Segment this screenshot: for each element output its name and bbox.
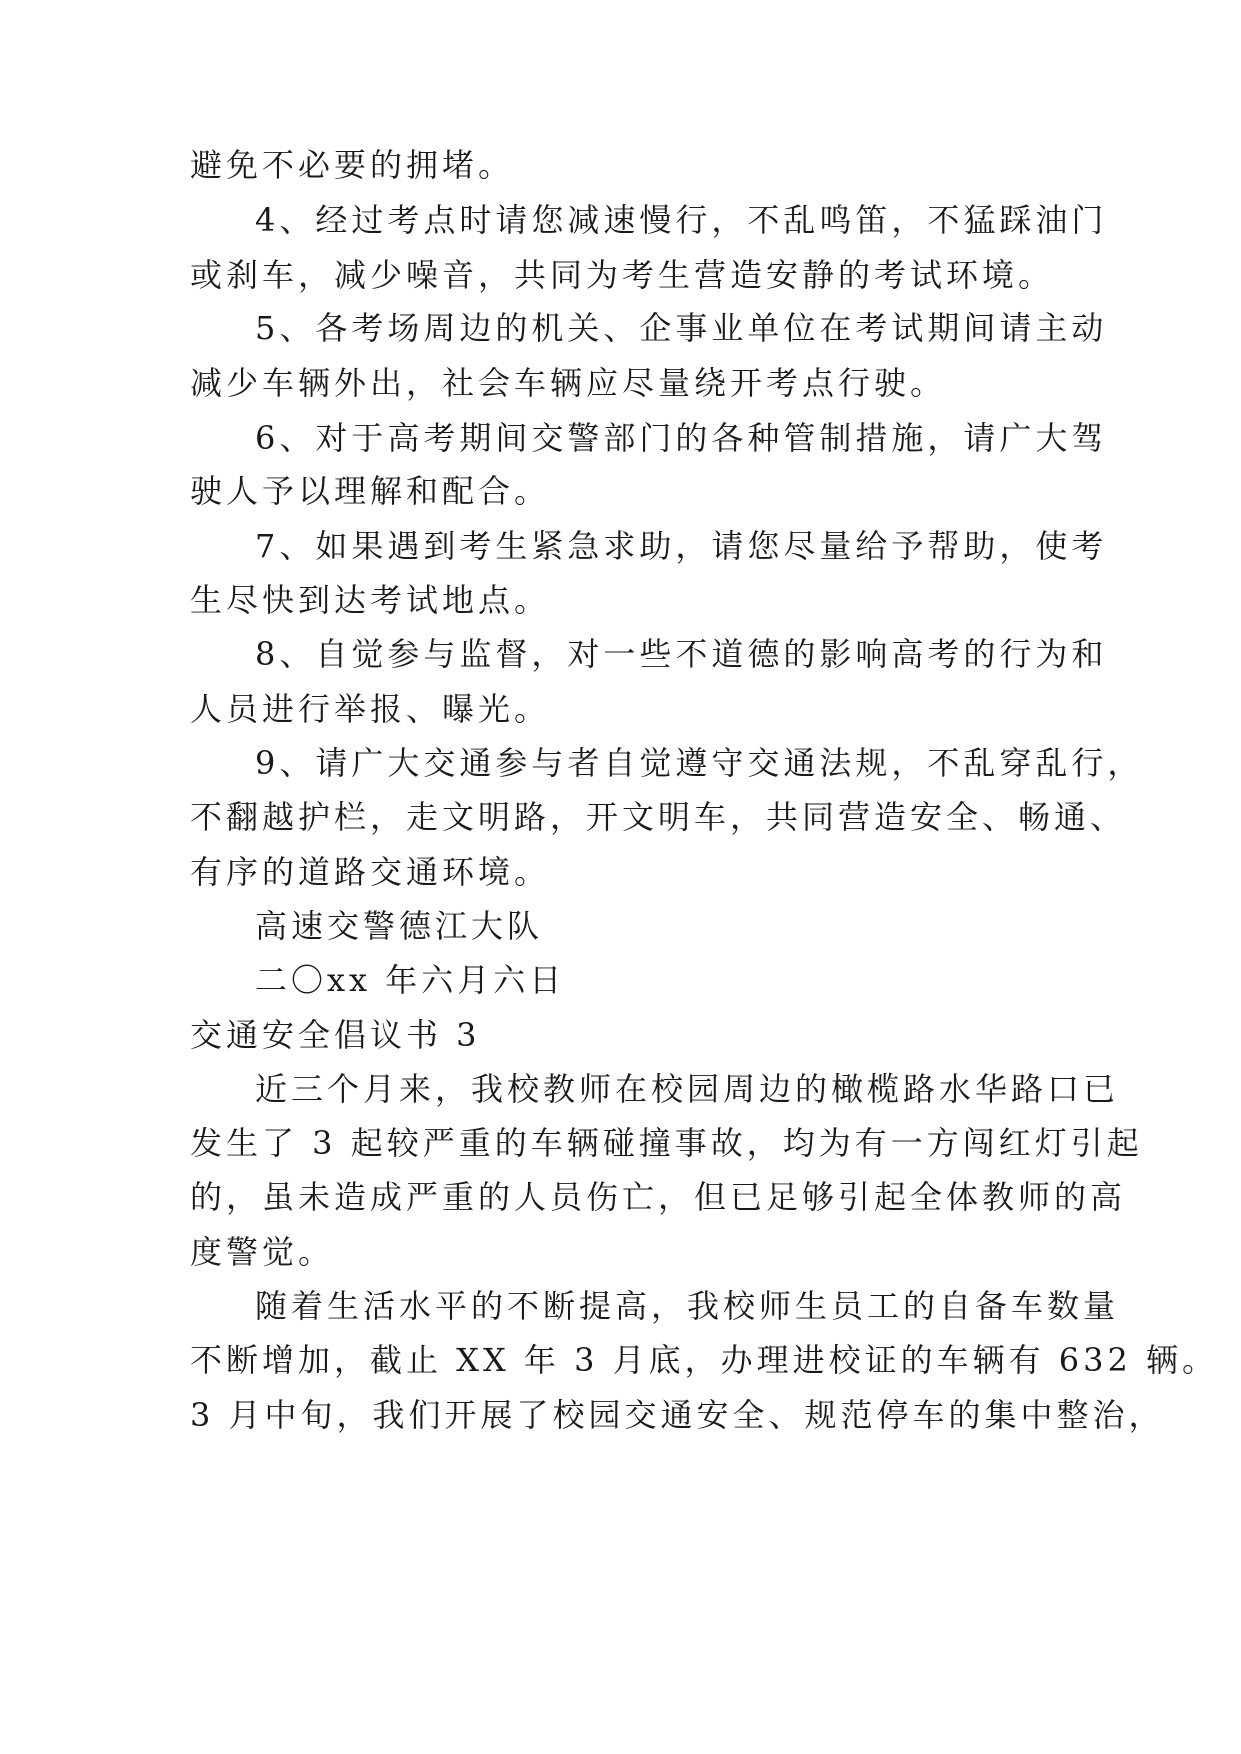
- text-line: 生尽快到达考试地点。: [190, 581, 551, 619]
- text-line: 近三个月来，我校教师在校园周边的橄榄路水华路口已: [255, 1070, 1120, 1108]
- text-line: 6、对于高考期间交警部门的各种管制措施，请广大驾: [255, 419, 1108, 457]
- signature-org: 高速交警德江大队: [255, 907, 544, 945]
- text-line: 有序的道路交通环境。: [190, 853, 551, 891]
- text-line: 8、自觉参与监督，对一些不道德的影响高考的行为和: [255, 635, 1108, 673]
- text-line: 的，虽未造成严重的人员伤亡，但已足够引起全体教师的高: [190, 1178, 1127, 1216]
- text-line: 发生了 3 起较严重的车辆碰撞事故，均为有一方闯红灯引起: [190, 1124, 1143, 1162]
- text-line: 随着生活水平的不断提高，我校师生员工的自备车数量: [255, 1287, 1120, 1325]
- signature-date: 二〇xx 年六月六日: [255, 961, 566, 999]
- text-line: 4、经过考点时请您减速慢行，不乱鸣笛，不猛踩油门: [255, 201, 1108, 239]
- text-line: 7、如果遇到考生紧急求助，请您尽量给予帮助，使考: [255, 527, 1108, 565]
- text-line: 不断增加，截止 XX 年 3 月底，办理进校证的车辆有 632 辆。: [190, 1341, 1219, 1379]
- text-line: 3 月中旬，我们开展了校园交通安全、规范停车的集中整治，: [190, 1396, 1165, 1434]
- text-line: 9、请广大交通参与者自觉遵守交通法规，不乱穿乱行，: [255, 744, 1144, 782]
- text-line: 度警觉。: [190, 1233, 335, 1271]
- text-line: 避免不必要的拥堵。: [190, 146, 515, 184]
- text-line: 不翻越护栏，走文明路，开文明车，共同营造安全、畅通、: [190, 798, 1127, 836]
- section-title: 交通安全倡议书 3: [190, 1016, 481, 1054]
- text-line: 5、各考场周边的机关、企事业单位在考试期间请主动: [255, 309, 1108, 347]
- text-line: 人员进行举报、曝光。: [190, 690, 551, 728]
- text-line: 或刹车，减少噪音，共同为考生营造安静的考试环境。: [190, 256, 1055, 294]
- text-line: 驶人予以理解和配合。: [190, 472, 551, 510]
- text-line: 减少车辆外出，社会车辆应尽量绕开考点行驶。: [190, 364, 947, 402]
